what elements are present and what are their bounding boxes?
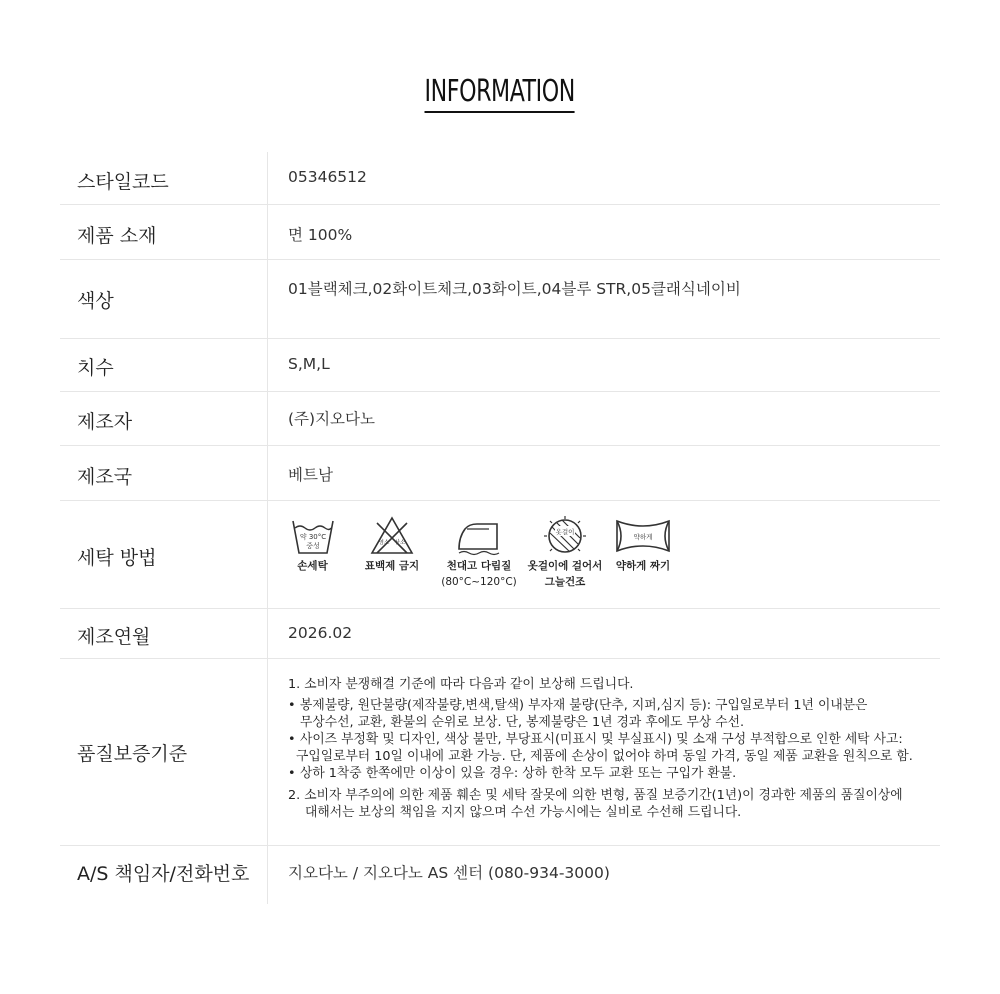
value-country: 베트남 bbox=[288, 466, 333, 484]
value-color: 01블랙체크,02화이트체크,03화이트,04블루 STR,05클래식네이비 bbox=[288, 280, 741, 298]
value-maker: (주)지오다노 bbox=[288, 410, 375, 428]
care-no-bleach bbox=[357, 515, 427, 573]
row-date bbox=[60, 609, 940, 659]
value-date: 2026.02 bbox=[288, 624, 353, 642]
hand-wash-icon bbox=[290, 515, 336, 557]
care-hang-dry bbox=[520, 515, 610, 589]
care-caption: 표백제 금지 bbox=[364, 560, 420, 572]
quality-line: 구입일로부터 10일 이내에 교환 가능. 단, 제품에 손상이 없어야 하며 동일 가격, 동일 제품 교환을 원칙으로 함. bbox=[296, 749, 913, 764]
care-gentle-wring bbox=[608, 515, 678, 573]
label-style-code: 스타일코드 bbox=[77, 171, 169, 193]
no-bleach-icon bbox=[369, 515, 415, 557]
gentle-wring-icon bbox=[613, 515, 673, 557]
no-bleach-chlorine: 염소 bbox=[378, 540, 390, 546]
care-caption: 손세탁 bbox=[297, 560, 328, 572]
value-as: 지오다노 / 지오다노 AS 센터 (080-934-3000) bbox=[288, 864, 610, 882]
quality-line: 대해서는 보상의 책임을 지지 않으며 수선 가능시에는 실비로 수선해 드립니다. bbox=[305, 805, 742, 820]
hand-wash-temp: 약 30°C bbox=[299, 533, 326, 541]
row-quality bbox=[60, 659, 940, 846]
value-material: 면 100% bbox=[288, 226, 353, 244]
column-divider bbox=[267, 609, 268, 658]
care-caption-temp: (80°C~120°C) bbox=[441, 576, 517, 588]
row-as bbox=[60, 846, 940, 904]
label-quality: 품질보증기준 bbox=[77, 743, 188, 765]
column-divider bbox=[267, 846, 268, 904]
quality-line: • 봉제불량, 원단불량(제작불량,변색,탈색) 부자재 불량(단추, 지퍼,심지 등): 구입일로부터 1년 이내분은 bbox=[288, 697, 938, 714]
row-material bbox=[60, 205, 940, 260]
quality-line: 1. 소비자 분쟁해결 기준에 따라 다음과 같이 보상해 드립니다. bbox=[288, 677, 634, 692]
row-color bbox=[60, 260, 940, 339]
label-country: 제조국 bbox=[77, 466, 133, 488]
label-washing: 세탁 방법 bbox=[77, 547, 157, 569]
column-divider bbox=[267, 392, 268, 445]
column-divider bbox=[267, 260, 268, 338]
label-size: 치수 bbox=[77, 357, 114, 379]
care-caption: 옷걸이에 걸어서 bbox=[527, 560, 603, 572]
care-hand-wash bbox=[285, 515, 340, 573]
row-size bbox=[60, 339, 940, 392]
quality-line: 2. 소비자 부주의에 의한 제품 훼손 및 세탁 잘못에 의한 변형, 품질 보증기간(1년)이 경과한 제품의 품질이상에 bbox=[288, 788, 903, 803]
column-divider bbox=[267, 205, 268, 259]
value-size: S,M,L bbox=[288, 355, 330, 373]
quality-text bbox=[288, 676, 938, 821]
label-date: 제조연월 bbox=[77, 626, 151, 648]
label-maker: 제조자 bbox=[77, 411, 133, 433]
row-maker bbox=[60, 392, 940, 446]
quality-line: • 사이즈 부정확 및 디자인, 색상 불만, 부당표시(미표시 및 부실표시) 및 소재 구성 부적합으로 인한 세탁 사고: bbox=[288, 731, 938, 748]
page-title: INFORMATION bbox=[0, 74, 1000, 113]
gentle-wring-label: 약하게 bbox=[633, 533, 653, 541]
label-color: 색상 bbox=[77, 290, 114, 312]
hang-dry-label: 옷걸이 bbox=[555, 528, 575, 536]
hand-wash-detergent: 중성 bbox=[305, 542, 320, 550]
column-divider bbox=[267, 501, 268, 608]
column-divider bbox=[267, 152, 268, 204]
care-caption: 천대고 다림질 bbox=[446, 560, 512, 572]
row-washing bbox=[60, 501, 940, 609]
care-caption: 약하게 짜기 bbox=[615, 560, 671, 572]
label-as: A/S 책임자/전화번호 bbox=[77, 863, 250, 885]
label-material: 제품 소재 bbox=[77, 225, 157, 247]
value-style-code: 05346512 bbox=[288, 168, 367, 186]
iron-icon bbox=[455, 515, 503, 557]
care-caption-2: 그늘건조 bbox=[544, 576, 586, 588]
no-bleach-oxygen: 산소 bbox=[394, 540, 406, 546]
column-divider bbox=[267, 339, 268, 391]
quality-line: 무상수선, 교환, 환불의 순위로 보상. 단, 봉제불량은 1년 경과 후에도 무상 수선. bbox=[300, 715, 745, 730]
quality-line: • 상하 1착중 한쪽에만 이상이 있을 경우: 상하 한착 모두 교환 또는 구입가 환불. bbox=[288, 765, 938, 782]
row-style-code bbox=[60, 152, 940, 205]
column-divider bbox=[267, 446, 268, 500]
care-icons bbox=[285, 515, 705, 595]
row-country bbox=[60, 446, 940, 501]
information-table bbox=[60, 152, 940, 904]
hang-dry-shade-icon bbox=[542, 515, 588, 557]
care-iron bbox=[435, 515, 523, 589]
column-divider bbox=[267, 659, 268, 845]
